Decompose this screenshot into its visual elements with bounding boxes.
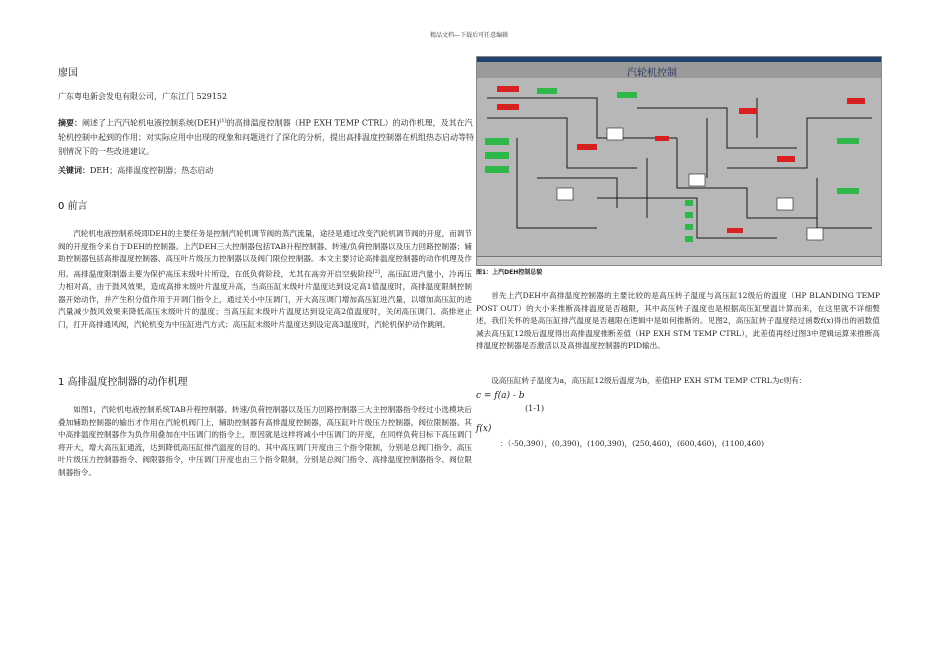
keywords-text: DEH；高排温度控制器；热态启动 bbox=[90, 166, 214, 175]
section-1-paragraph: 如图1，汽轮机电液控制系统TAB升程控制器、转速/负荷控制器以及压力回路控制器三大主控制器指令经过小选模块后叠加辅助控制器的输出才作用在汽轮机阀门上，辅助控制器有高排温度控制器，高压缸叶片级压力控制器，阀位限制器。其中高排温度控制器作为负作用叠加在中压调门的指令上，原因就是这样将减小中压调门的开度，在同样负荷目标下高压调门将开大，增大高压缸通流，达到降低高压缸排汽温度的目的。其中高压调门开度由三个指令限制，分别是总阀门指令、高压叶片级压力控制器指令、阀限器指令，中压调门开度也由三个指令限制，分别是总阀门指令、高排温度控制器指令、阀位限制器指令。 bbox=[58, 405, 472, 477]
section-0-text-a: 汽轮机电液控制系统即DEH的主要任务是控制汽轮机调节阀的蒸汽流量，途径是通过改变汽轮机调节阀的开度，而调节阀的开度指令来自于DEH的控制器。上汽DEH三大控制器包括TAB升程控制器、转速/负荷控制器以及压力回路控制器；辅助控制器包括高排温度控制器、高压叶片级压力控制器以及阀门限位控制器。本文主要讨论高排温度控制器的动作机理及作用。高排温度限制器主要为保护高压末级叶片所设，在低负荷阶段，尤其在高旁开启空载阶段 bbox=[58, 229, 472, 279]
abstract bbox=[58, 114, 478, 159]
author-name: 廖国 bbox=[58, 68, 78, 79]
deh-control-screenshot bbox=[476, 56, 882, 266]
right-paragraph-1: 首先上汽DEH中高排温度控制器的主要比较的是高压转子温度与高压缸12级后的温度（HP BLANDING TEMP POST OUT）的大小来推断高排温度是否越限，其中高压转子温度也是根据高压缸壁温计算而来，在这里就不详细赘述，我们关怀的是高压缸排汽温度是否越限在逻辑中是如何推断的。见图2，高压缸转子温度经过函数f(x)得出的函数值减去高压缸12级后温度得出高排温度推断差值（HP EXH STM TEMP CTRL），此差值再经过图3中逻辑运算来推断高排温度控制器是否激活以及高排温度控制器的PID输出。 bbox=[476, 291, 880, 351]
section-0-paragraph bbox=[58, 228, 472, 331]
screen-title: 汽轮机控制 bbox=[627, 68, 677, 79]
screen-title-bar bbox=[477, 62, 881, 78]
function-label: f(x) bbox=[476, 424, 492, 434]
section-0-text-b: ，高压缸进汽量小，冷再压力相对高，由于鼓风效果，造成高排末级叶片温度升高，当高压缸末级叶片温度达到设定高1值温度时，高排温度限制控制器开始动作，并产生积分值作用于开调门指令上，通过关小中压调门，开大高压调门增加高压缸进汽量，以增加高压缸的进汽量减少鼓风效果来降低高压末级叶片的温度；当高压缸末级叶片温度达到设定高2值温度时，关闭高压调门、高排逆止门，打开高排通风阀，汽轮机变为中压缸进汽方式；高压缸末级叶片温度达到设定高3温度时，汽轮机保护动作跳闸。 bbox=[58, 269, 473, 329]
abstract-text-b: 的高排温度控制器（HP EXH TEMP CTRL）的动作机理，及其在汽轮机控制中起到的作用；对实际应用中出现的现象和问题进行了深化的分析，提出高排温度控制器在机组热态启动等特别情况下的一些改进建议。 bbox=[58, 118, 474, 156]
section-1-title: 1 高排温度控制器的动作机理 bbox=[58, 377, 188, 388]
figure-1-caption: 图1：上汽DEH控制总貌 bbox=[476, 269, 543, 276]
abstract-label: 摘要： bbox=[58, 118, 82, 128]
keywords-label: 关键词： bbox=[58, 166, 90, 175]
keywords bbox=[58, 165, 213, 176]
abstract-ref: [1] bbox=[219, 118, 227, 124]
function-points: ：（-50,390），(0,390)，(100,390)，(250,460)，(600,460)，(1100,460) bbox=[500, 439, 765, 448]
formula-number: (1-1) bbox=[525, 404, 545, 413]
section-0-ref: [2] bbox=[372, 268, 380, 275]
header-note: 精品文档---下载后可任意编辑 bbox=[430, 32, 509, 39]
control-diagram bbox=[477, 78, 881, 264]
formula: c = f(a) - b bbox=[476, 391, 525, 401]
abstract-text-a: 阐述了上汽汽轮机电液控制系统(DEH) bbox=[82, 118, 220, 128]
section-0-title: 0 前言 bbox=[58, 201, 88, 212]
screen-taskbar bbox=[477, 256, 881, 265]
right-paragraph-2: 设高压缸转子温度为a，高压缸12级后温度为b，差值HP EXH STM TEMP CTRL为c则有： bbox=[491, 376, 807, 385]
author-affiliation: 广东粤电新会发电有限公司，广东江门 529152 bbox=[58, 92, 228, 101]
